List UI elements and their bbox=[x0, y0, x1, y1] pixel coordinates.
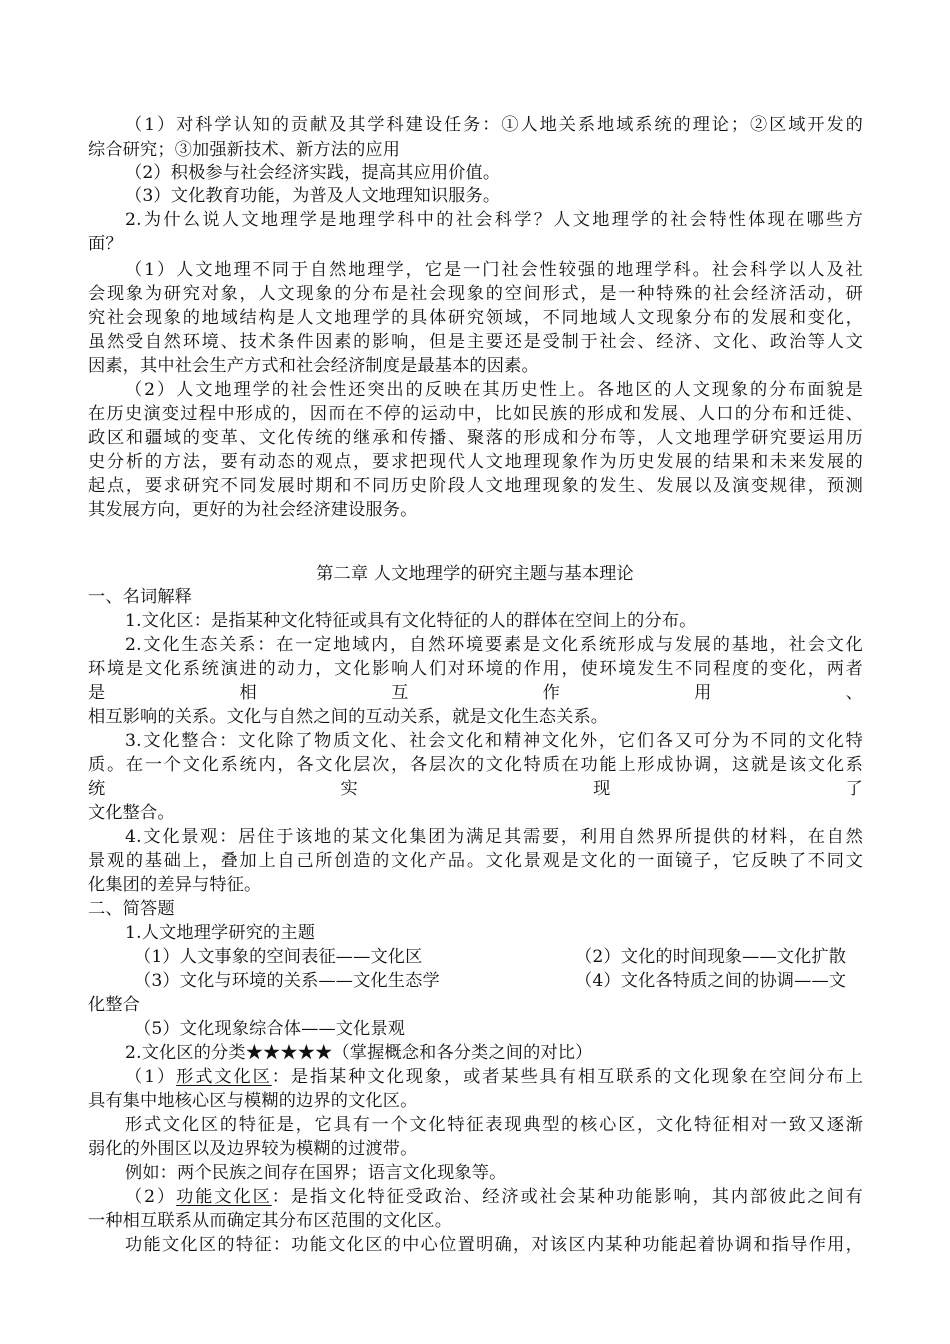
paragraph-line: 虽然受自然环境、技术条件因素的影响，但是主要还是受制于社会、经济、文化、政治等人文 bbox=[88, 332, 863, 352]
term-line: 文化整合。 bbox=[88, 803, 175, 823]
list-item: （3）文化与环境的关系——文化生态学 bbox=[134, 971, 440, 991]
term-functional-region: 功能文化区 bbox=[176, 1187, 272, 1207]
paragraph-line: 在历史演变过程中形成的，因而在不停的运动中，比如民族的形成和发展、人口的分布和迁徙、 bbox=[88, 404, 863, 424]
paragraph-line: 其发展方向，更好的为社会经济建设服务。 bbox=[88, 500, 418, 520]
term-line: 1.文化区：是指某种文化特征或具有文化特征的人的群体在空间上的分布。 bbox=[125, 611, 697, 631]
paragraph-line: 政区和疆域的变革、文化传统的继承和传播、聚落的形成和分布等，人文地理学研究要运用历 bbox=[88, 428, 863, 448]
term-line: 化集团的差异与特征。 bbox=[88, 875, 262, 895]
paragraph-line: 究社会现象的地域结构是人文地理学的具体研究领域，不同地域人文现象分布的发展和变化， bbox=[88, 308, 863, 328]
term-line: 统实现了 bbox=[88, 779, 863, 799]
item-number: （2） bbox=[125, 1187, 177, 1207]
term-line: 相互影响的关系。文化与自然之间的互动关系，就是文化生态关系。 bbox=[88, 707, 609, 727]
section-heading: 一、名词解释 bbox=[88, 587, 193, 607]
term-line: 是相互作用、 bbox=[88, 683, 863, 703]
list-item: （2）文化的时间现象——文化扩散 bbox=[575, 947, 847, 967]
paragraph-line: 功能文化区的特征：功能文化区的中心位置明确，对该区内某种功能起着协调和指导作用， bbox=[125, 1235, 863, 1255]
paragraph-line: 综合研究；③加强新技术、新方法的应用 bbox=[88, 140, 401, 160]
term-line: 质。在一个文化系统内，各文化层次，各层次的文化特质在功能上形成协调，这就是该文化系 bbox=[88, 755, 863, 775]
list-item: 化整合 bbox=[88, 995, 141, 1015]
paragraph-line: 史分析的方法，要有动态的观点，要求把现代人文地理现象作为历史发展的结果和未来发展的 bbox=[88, 452, 863, 472]
paragraph-line: 具有集中地核心区与模糊的边界的文化区。 bbox=[88, 1091, 418, 1111]
paragraph-line: （2）人文地理学的社会性还突出的反映在其历史性上。各地区的人文现象的分布面貌是 bbox=[125, 380, 863, 400]
term-line: 景观的基础上，叠加上自己所创造的文化产品。文化景观是文化的一面镜子，它反映了不同文 bbox=[88, 851, 863, 871]
paragraph-line bbox=[125, 1185, 863, 1210]
list-item: （5）文化现象综合体——文化景观 bbox=[134, 1019, 406, 1039]
term-line: 3.文化整合：文化除了物质文化、社会文化和精神文化外，它们各又可分为不同的文化特 bbox=[125, 731, 863, 751]
term-line: 2.文化生态关系：在一定地域内，自然环境要素是文化系统形成与发展的基地，社会文化 bbox=[125, 635, 863, 655]
term-line: 4.文化景观：居住于该地的某文化集团为满足其需要，利用自然界所提供的材料，在自然 bbox=[125, 827, 863, 847]
definition-text: ：是指文化特征受政治、经济或社会某种功能影响，其内部彼此之间有 bbox=[271, 1187, 863, 1207]
chapter-title: 第二章 人文地理学的研究主题与基本理论 bbox=[316, 564, 634, 584]
term-formal-region: 形式文化区 bbox=[176, 1067, 272, 1087]
subheading: 2.文化区的分类★★★★★（掌握概念和各分类之间的对比） bbox=[125, 1043, 593, 1063]
question-line: 面？ bbox=[88, 234, 123, 254]
definition-text: ：是指某种文化现象，或者某些具有相互联系的文化现象在空间分布上 bbox=[271, 1067, 863, 1087]
subheading: 1.人文地理学研究的主题 bbox=[125, 923, 316, 943]
paragraph-line: 会现象为研究对象，人文现象的分布是社会现象的空间形式，是一种特殊的社会经济活动，研 bbox=[88, 284, 863, 304]
paragraph-line: 因素，其中社会生产方式和社会经济制度是最基本的因素。 bbox=[88, 356, 539, 376]
paragraph-line: （2）积极参与社会经济实践，提高其应用价值。 bbox=[125, 163, 501, 183]
paragraph-line bbox=[125, 1065, 863, 1090]
paragraph-line: 一种相互联系从而确定其分布区范围的文化区。 bbox=[88, 1211, 453, 1231]
paragraph-line: 起点，要求研究不同发展时期和不同历史阶段人文地理现象的发生、发展以及演变规律，预测 bbox=[88, 476, 863, 496]
list-item: （1）人文事象的空间表征——文化区 bbox=[134, 947, 423, 967]
paragraph-line: 例如：两个民族之间存在国界；语言文化现象等。 bbox=[125, 1163, 507, 1183]
paragraph-line: （1）对科学认知的贡献及其学科建设任务：①人地关系地域系统的理论；②区域开发的 bbox=[125, 115, 863, 135]
section-heading: 二、简答题 bbox=[88, 899, 175, 919]
paragraph-line: （1）人文地理不同于自然地理学，它是一门社会性较强的地理学科。社会科学以人及社 bbox=[125, 260, 863, 280]
list-item: （4）文化各特质之间的协调——文 bbox=[575, 971, 847, 991]
term-line: 环境是文化系统演进的动力，文化影响人们对环境的作用，使环境发生不同程度的变化，两者 bbox=[88, 659, 863, 679]
paragraph-line: （3）文化教育功能，为普及人文地理知识服务。 bbox=[125, 186, 501, 206]
question-line: 2.为什么说人文地理学是地理学科中的社会科学？人文地理学的社会特性体现在哪些方 bbox=[125, 210, 863, 230]
item-number: （1） bbox=[125, 1067, 177, 1087]
paragraph-line: 弱化的外围区以及边界较为模糊的过渡带。 bbox=[88, 1139, 418, 1159]
paragraph-line: 形式文化区的特征是，它具有一个文化特征表现典型的核心区，文化特征相对一致又逐渐 bbox=[125, 1115, 863, 1135]
